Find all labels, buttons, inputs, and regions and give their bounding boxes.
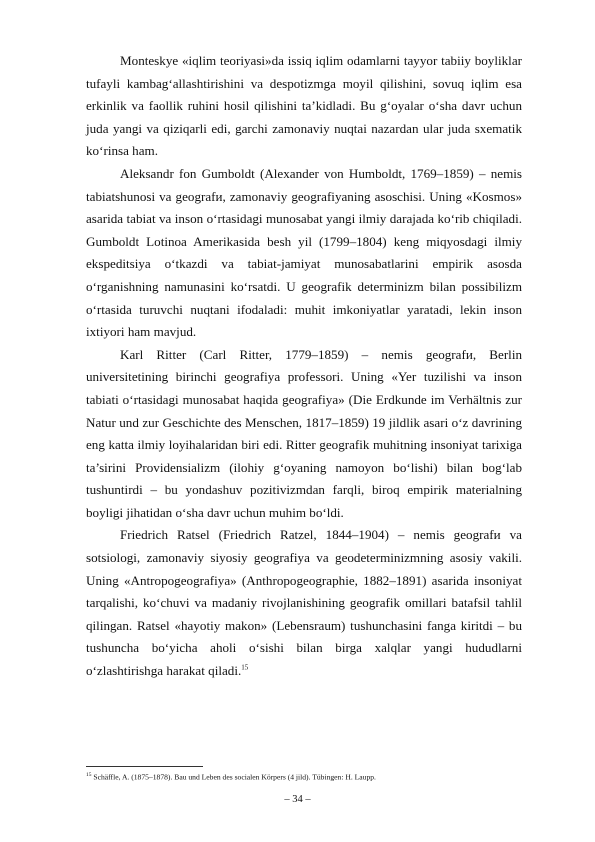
footnote-reference[interactable]: 15 [241,663,249,672]
footnote-marker: 15 [86,772,92,778]
paragraph-ratzel-text: Friedrich Ratsel (Friedrich Ratzel, 1844–1904) – nemis geografи va sotsiologi, zamonaviy siyosiy geografiya va geodeterminizmning asosiy vakili. Uning «Antropogeografiya» (Anthropogeographie, 1882–1891) asarida insoniyat tarqalishi, ko‘chuvi va madaniy rivojlanishining geografik omillari batafsil tahlil qilingan. Ratsel «hayotiy makon» (Lebensraum) tushunchasini fanga kiritdi – bu tushuncha bo‘yicha aholi o‘sishi bilan birga xalqlar yangi hududlarni o‘zlashtirishga harakat qiladi. [86,527,522,679]
paragraph-ratzel [86,524,522,682]
page-body [86,50,522,683]
paragraph-ritter: Karl Ritter (Carl Ritter, 1779–1859) – nemis geografи, Berlin universitetining birinchi geografiya professori. Uning «Yer tuzilishi va inson tabiati o‘rtasidagi munosabat haqida geografiya» (Die Erdkunde im Verhältnis zur Natur und zur Geschichte des Menschen, 1817–1859) 19 jildlik asari o‘z davrining eng katta ilmiy loyihalaridan biri edi. Ritter geografik muhitning insoniyat tarixiga ta’sirini Providensializm (ilohiy g‘oyaning namoyon bo‘lishi) bilan bog‘lab tushuntirdi – bu yondashuv pozitivizmdan farqli, biroq empirik materialning boyligi jihatidan o‘sha davr uchun muhim bo‘ldi. [86,346,522,520]
footnote-divider [86,766,203,767]
footnote [86,770,522,783]
paragraph-montesquieu: Monteskye «iqlim teoriyasi»da issiq iqlim odamlarni tayyor tabiiy boyliklar tufayli kambag‘allashtirishini va despotizmga moyil qilishini, sovuq iqlim esa erkinlik va faollik ruhini hosil qilishini ta’kidladi. Bu g‘oyalar o‘sha davr uchun juda yangi va qiziqarli edi, garchi zamonaviy nuqtai nazardan ular juda sxematik ko‘rinsa ham. [86,53,522,159]
page-number: – 34 – [284,794,311,805]
paragraph-humboldt: Aleksandr fon Gumboldt (Alexander von Humboldt, 1769–1859) – nemis tabiatshunosi va geografи, zamonaviy geografiyaning asoschisi. Uning «Kosmos» asarida tabiat va inson o‘rtasidagi munosabat yangi ilmiy darajada ko‘rib chiqiladi. Gumboldt Lotinoa Amerikasida besh yil (1799–1804) keng miqyosdagi ilmiy ekspeditsiya o‘tkazdi va tabiat-jamiyat munosabatlarini empirik asosda o‘rganishning namunasini ko‘rsatdi. U geografik determinizm bilan possibilizm o‘rtasida turuvchi nuqtani ifodaladi: muhit imkoniyatlar yaratadi, lekin inson ixtiyori ham mavjud. [86,165,522,340]
footnote-text: Schäffle, A. (1875–1878). Bau und Leben des socialen Körpers (4 jild). Tübingen: H. Laupp. [93,772,376,782]
